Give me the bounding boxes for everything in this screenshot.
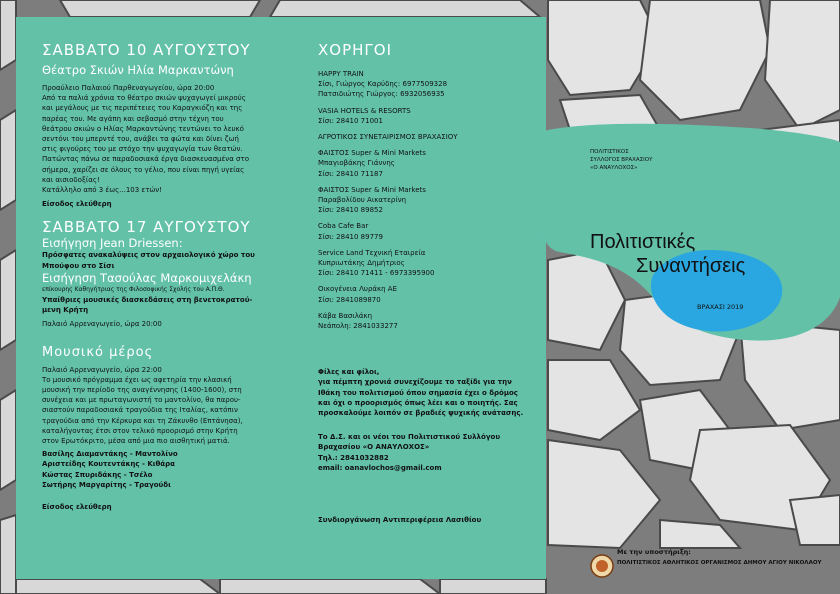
support-label: Με την υποστήριξη: bbox=[617, 548, 691, 556]
talk1-topic: Πρόσφατες ανακαλύψεις στον αρχαιολογικό χώρο του bbox=[42, 251, 255, 260]
music-entry: Είσοδος ελεύθερη bbox=[42, 503, 112, 512]
sponsor-name: HAPPY TRAIN bbox=[318, 70, 364, 78]
sponsor bbox=[318, 185, 536, 216]
day1-line: και μεγάλους με τις περιπέτειες του Καραγκιόζη και της bbox=[42, 104, 243, 113]
greeting-line: Φίλες και φίλοι, bbox=[318, 368, 380, 377]
signature-line: Το Δ.Σ. και οι νέοι του Πολιτιστικού Συλλόγου bbox=[318, 433, 501, 442]
sponsor bbox=[318, 132, 536, 142]
org-line: ΠΟΛΙΤΙΣΤΙΚΟΣ bbox=[590, 149, 629, 155]
sponsor-line: Παραβολίδου Αικατερίνη bbox=[318, 196, 407, 205]
cover-title-line1: Πολιτιστικές bbox=[590, 231, 696, 253]
sponsor bbox=[318, 284, 536, 304]
music-line: τραγούδια από την Κέρκυρα και τη Ζάκυνθο (Επτάνησα), bbox=[42, 416, 243, 425]
sponsor-line: Σίσι: 2841089870 bbox=[318, 295, 381, 304]
talk1-speaker: Εισήγηση Jean Driessen: bbox=[42, 236, 183, 251]
day1-line: και αισιοδοξίας! bbox=[42, 175, 100, 184]
sponsor-line: Σίσι: 28410 71187 bbox=[318, 169, 383, 178]
day1-line: Από τα παλιά χρόνια το θέατρο σκιών ψυχαγωγεί μικρούς bbox=[42, 94, 246, 103]
signature bbox=[318, 432, 536, 473]
email-address[interactable]: email: oanavlochos@gmail.com bbox=[318, 463, 442, 472]
talk2-topic: μενη Κρήτη bbox=[42, 306, 89, 315]
day2-title: ΣΑΒΒΑΤΟ 17 ΑΥΓΟΥΣΤΟΥ bbox=[42, 218, 251, 237]
sponsor-line: Πατσιδιώτης Γιώργος: 6932056935 bbox=[318, 90, 445, 99]
sponsor-name: ΦΑΙΣΤΟΣ Super & Mini Markets bbox=[318, 185, 426, 194]
greeting-line: προσκαλούμε λοιπόν σε βραδιές ψυχικής ανάτασης. bbox=[318, 409, 524, 418]
sponsors-title: ΧΟΡΗΓΟΙ bbox=[318, 41, 392, 59]
music-description bbox=[42, 375, 294, 446]
sponsor-name: VASIA HOTELS & RESORTS bbox=[318, 106, 411, 115]
day1-line: Κατάλληλο από 3 έως...103 ετών! bbox=[42, 186, 163, 195]
sponsor bbox=[318, 69, 536, 100]
music-line: σιαστούν παραδοσιακά τραγούδια της Ιταλίας, κατόπιν bbox=[42, 406, 238, 415]
day1-line: σήμερα, χαρίζει σε όλους το γέλιο, που είναι πηγή υγείας bbox=[42, 165, 245, 174]
talk2-role: επίκουρης Καθηγήτριας της Φιλοσοφικής Σχολής του Α.Π.Θ. bbox=[42, 285, 225, 293]
sponsor bbox=[318, 221, 536, 241]
sponsor-line: Νεάπολη: 2841033277 bbox=[318, 322, 398, 331]
day1-title: ΣΑΒΒΑΤΟ 10 ΑΥΓΟΥΣΤΟΥ bbox=[42, 41, 251, 59]
day1-place: Προαύλειο Παλαιού Παρθεναγωγείου, ώρα 20:00 bbox=[42, 84, 215, 92]
sponsor-name: ΑΓΡΟΤΙΚΟΣ ΣΥΝΕΤΑΙΡΙΣΜΟΣ ΒΡΑΧΑΣΙΟΥ bbox=[318, 133, 458, 142]
greeting-line: και όχι ο προορισμός όπως λέει και ο ποιητής. Σας bbox=[318, 398, 518, 407]
org-name bbox=[590, 148, 710, 172]
day1-line: παρέας του. Με αγάπη και σεβασμό στην τέχνη του bbox=[42, 114, 224, 123]
cover-title bbox=[590, 230, 800, 278]
sponsors-list bbox=[318, 69, 536, 331]
greeting bbox=[318, 367, 536, 418]
performers-list bbox=[42, 449, 294, 490]
support-org: ΠΟΛΙΤΙΣΤΙΚΟΣ ΑΘΛΗΤΙΚΟΣ ΟΡΓΑΝΙΣΜΟΣ ΔΗΜΟΥ ΑΓΙΟΥ ΝΙΚΟΛΑΟΥ bbox=[617, 560, 822, 566]
sponsor-name: Κάβα Βασιλάκη bbox=[318, 311, 373, 320]
performer: Σωτήρης Μαργαρίτης - Τραγούδι bbox=[42, 480, 171, 489]
music-line: καταλήγοντας έτσι στον τελικό προορισμό στην Κρήτη bbox=[42, 426, 238, 435]
phone-number: Τηλ.: 2841032882 bbox=[318, 453, 389, 462]
sponsor-line: Σίσι: 28410 71411 - 6973395900 bbox=[318, 269, 435, 278]
sponsor-name: ΦΑΙΣΤΟΣ Super & Mini Markets bbox=[318, 149, 426, 158]
program-column bbox=[42, 42, 294, 512]
day1-entry: Είσοδος ελεύθερη bbox=[42, 200, 112, 209]
performer: Βασίλης Διαμαντάκης - Μαντολίνο bbox=[42, 450, 178, 459]
music-line: στον Ερωτόκριτο, μέσα από μια πιο αισθητική ματιά. bbox=[42, 437, 230, 446]
greeting-line: Ιθάκη του πολιτισμού όπου σημασία έχει ο δρόμος bbox=[318, 388, 518, 397]
talk2-topic: Υπαίθριες μουσικές διασκεδάσεις στη βενετοκρατού- bbox=[42, 296, 253, 305]
sponsor-line: Σίσι, Γιώργος Καρύδης: 6977509328 bbox=[318, 80, 448, 89]
music-line: Το μουσικό πρόγραμμα έχει ως αφετηρία την κλασική bbox=[42, 375, 232, 384]
org-line: ΣΥΛΛΟΓΟΣ ΒΡΑΧΑΣΙΟΥ bbox=[590, 157, 653, 163]
day1-line: σεντόνι του μπερντέ του, ανάβει τα φώτα και δίνει ζωή bbox=[42, 135, 239, 144]
performer: Κώστας Σπυριδάκης - Τσέλο bbox=[42, 470, 153, 479]
coorganizer: Συνδιοργάνωση Αντιπεριφέρεια Λασιθίου bbox=[318, 516, 482, 525]
sponsor-line: Σίσι: 28410 71001 bbox=[318, 116, 383, 125]
sponsors-column bbox=[318, 42, 536, 525]
sponsor bbox=[318, 106, 536, 126]
sponsor bbox=[318, 311, 536, 331]
org-line: «Ο ΑΝΑΥΛΟΧΟΣ» bbox=[590, 165, 638, 171]
day2-place: Παλαιό Αρρεναγωγείο, ώρα 20:00 bbox=[42, 320, 162, 329]
greeting-line: για πέμπτη χρονιά συνεχίζουμε το ταξίδι για την bbox=[318, 378, 512, 387]
day1-subtitle: Θέατρο Σκιών Ηλία Μαρκαντώνη bbox=[42, 63, 234, 77]
day1-line: στις φιγούρες του με στόχο την ψυχαγωγία των θεατών. bbox=[42, 145, 243, 154]
sponsor-name: Service Land Τεχνική Εταιρεία bbox=[318, 248, 426, 257]
day1-description bbox=[42, 93, 294, 195]
music-line: μουσική την περίοδο της αναγέννησης (1400-1600), στη bbox=[42, 386, 242, 395]
talk2-speaker: Εισήγηση Τασούλας Μαρκομιχελάκη bbox=[42, 270, 252, 285]
sponsor bbox=[318, 148, 536, 179]
sponsor-line: Μπαγιοβάκης Γιάννης bbox=[318, 159, 395, 168]
signature-line: Βραχασίου «Ο ΑΝΑΥΛΟΧΟΣ» bbox=[318, 443, 430, 452]
sponsor-name: Οικογένεια Λυράκη ΑΕ bbox=[318, 285, 398, 294]
sponsor-name: Coba Cafe Bar bbox=[318, 222, 369, 231]
sponsor-line: Σίσι: 28410 89852 bbox=[318, 206, 383, 215]
day1-line: θεάτρου σκιών ο Ηλίας Μαρκαντώνης τεντώνει το λευκό bbox=[42, 124, 244, 133]
support-org-logo-icon bbox=[590, 554, 614, 578]
place-year: ΒΡΑΧΑΣΙ 2019 bbox=[697, 303, 744, 311]
day1-line: Πατώντας πάνω σε παραδοσιακά έργα διασκευασμένα στο bbox=[42, 155, 249, 164]
performer: Αριστείδης Κουτεντάκης - Κιθάρα bbox=[42, 460, 175, 469]
cover-title-line2: Συναντήσεις bbox=[636, 255, 746, 277]
talk1-topic: Μπούφου στο Σίσι bbox=[42, 261, 115, 270]
sponsor bbox=[318, 248, 536, 279]
sponsor-line: Κυπριωτάκης Δημήτριος bbox=[318, 259, 405, 268]
music-line: συνέχεια και με πρωταγωνιστή το μαντολίνο, θα παρου- bbox=[42, 396, 241, 405]
music-title: Μουσικό μέρος bbox=[42, 344, 154, 360]
sponsor-line: Σίσι: 28410 89779 bbox=[318, 232, 383, 241]
music-place: Παλαιό Αρρεναγωγείο, ώρα 22:00 bbox=[42, 365, 162, 374]
